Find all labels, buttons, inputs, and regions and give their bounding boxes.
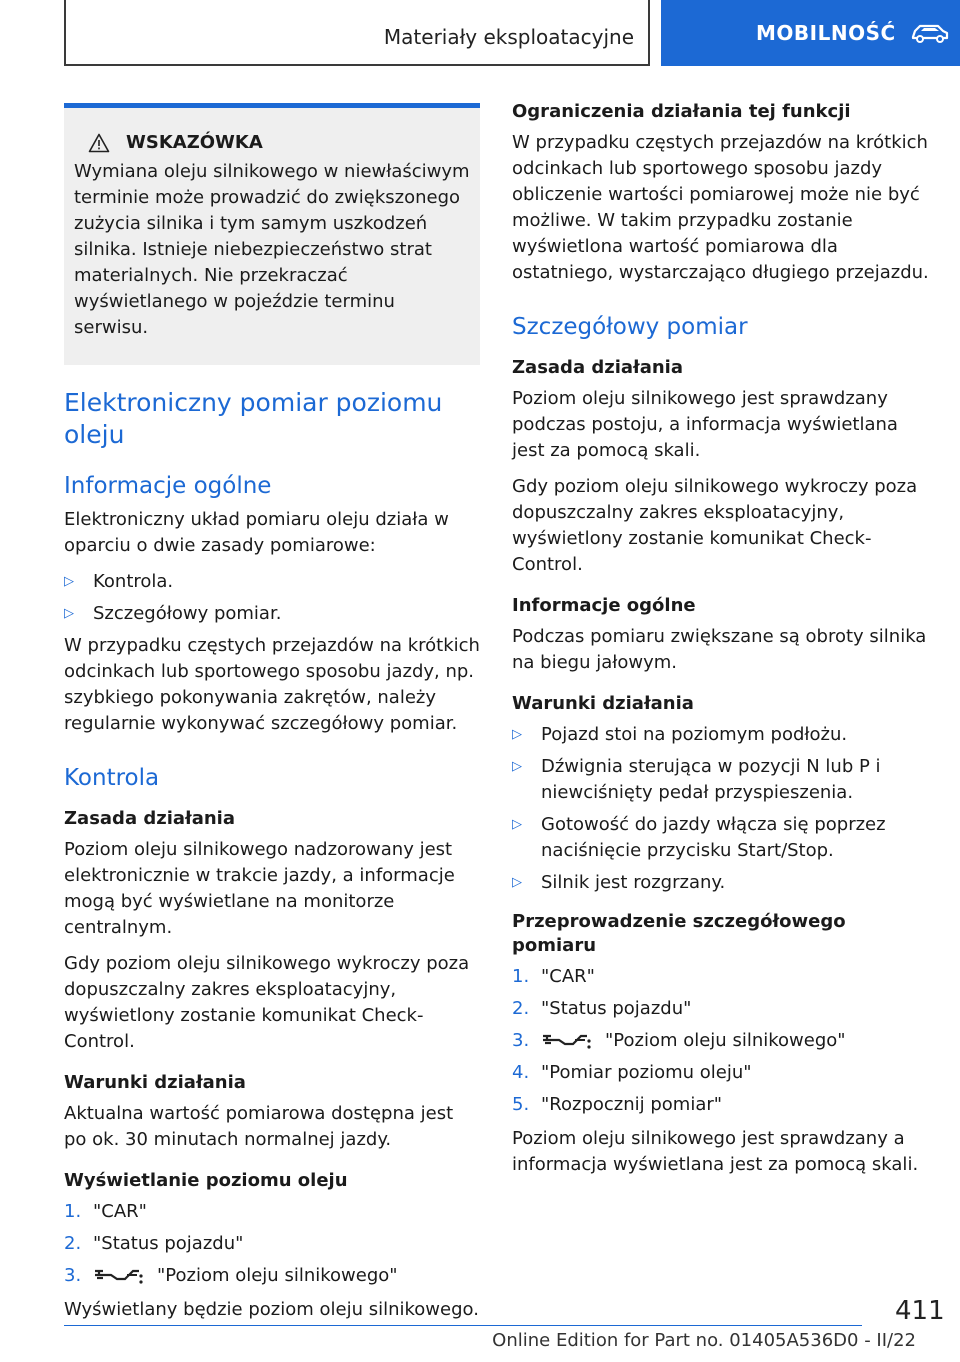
conditions-text: Aktualna wartość pomiarowa dostępna jest po ok. 30 minutach normalnej jazdy.	[64, 1103, 454, 1150]
bullet-triangle-icon: ▷	[64, 574, 74, 589]
warning-triangle-icon	[88, 133, 110, 153]
list-item: ▷ Dźwignia sterująca w pozycji N lub P i niewciśnięty pedał przyspieszenia.	[512, 754, 932, 806]
general-text: Elektroniczny układ pomiaru oleju działa w oparciu o dwie zasady pomiarowe:	[64, 509, 449, 556]
general-note: W przypadku częstych przejazdów na krótkich odcinkach lub sportowego sposobu jazdy, np. szybkiego pokonywania zakrętów, należy regularnie wykonywać szczegółowy pomiar.	[64, 635, 480, 734]
list-item: 1. "CAR"	[512, 966, 595, 987]
principle-text-2: Gdy poziom oleju silnikowego wykroczy poza dopuszczalny zakres eksploatacyjny, wyświetlony zostanie komunikat Check-Control.	[512, 476, 918, 575]
car-icon	[910, 22, 950, 44]
bullet-triangle-icon: ▷	[512, 727, 522, 742]
warning-header	[74, 132, 470, 153]
general-bullets	[64, 569, 480, 627]
oil-dipstick-icon	[541, 1030, 593, 1052]
heading-limits: Ograniczenia działania tej funkcji	[512, 101, 851, 122]
list-item: 3. "Poziom oleju silnikowego"	[512, 1030, 846, 1051]
list-item: 4. "Pomiar poziomu oleju"	[512, 1062, 752, 1083]
principle-text-2: Gdy poziom oleju silnikowego wykroczy poza dopuszczalny zakres eksploatacyjny, wyświetlony zostanie komunikat Check-Control.	[64, 953, 470, 1052]
warning-box	[64, 103, 480, 365]
list-item: ▷ Szczegółowy pomiar.	[64, 601, 480, 627]
list-item: 2. "Status pojazdu"	[64, 1233, 244, 1254]
warning-text: Wymiana oleju silnikowego w niewłaściwym terminie może prowadzić do zwiększonego zużycia silnika i tym samym uszkodzeń silnika. Istnieje niebezpieczeństwo strat materialnych. Nie przekraczać wyświetlanego w pojeździe terminu serwisu.	[74, 161, 470, 338]
list-item: 5. "Rozpocznij pomiar"	[512, 1094, 723, 1115]
conditions-bullets	[512, 722, 932, 896]
bullet-triangle-icon: ▷	[512, 759, 522, 774]
footer-divider	[64, 1325, 862, 1326]
heading-general-info: Informacje ogólne	[512, 595, 696, 616]
list-item: 1. "CAR"	[64, 1201, 147, 1222]
header-section-box	[64, 0, 650, 66]
tab-label: MOBILNOŚĆ	[756, 21, 896, 45]
display-result: Wyświetlany będzie poziom oleju silnikowego.	[64, 1299, 479, 1320]
heading-conditions: Warunki działania	[512, 693, 694, 714]
heading-display-oil-level: Wyświetlanie poziomu oleju	[64, 1170, 348, 1191]
list-item: ▷ Gotowość do jazdy włącza się poprzez naciśnięcie przycisku Start/Stop.	[512, 812, 932, 864]
list-item: 2. "Status pojazdu"	[512, 998, 692, 1019]
heading-principle: Zasada działania	[64, 808, 235, 829]
heading-procedure: Przeprowadzenie szczegółowego pomiaru	[512, 911, 846, 956]
left-column	[64, 103, 480, 1333]
heading-electronic-oil-measurement: Elektroniczny pomiar poziomu oleju	[64, 388, 443, 449]
heading-detailed-measurement: Szczegółowy pomiar	[512, 314, 748, 340]
right-column	[512, 100, 932, 1188]
section-title: Materiały eksploatacyjne	[383, 25, 634, 49]
header-tab-mobilnosc[interactable]	[661, 0, 960, 66]
oil-dipstick-icon	[93, 1265, 145, 1287]
warning-title: WSKAZÓWKA	[126, 132, 263, 153]
principle-text: Poziom oleju silnikowego jest sprawdzany podczas postoju, a informacja wyświetlana jest za pomocą skali.	[512, 388, 898, 461]
principle-text: Poziom oleju silnikowego nadzorowany jest elektronicznie w trakcie jazdy, a informacje mogą być wyświetlane na monitorze centralnym.	[64, 839, 455, 938]
heading-principle: Zasada działania	[512, 357, 683, 378]
heading-conditions: Warunki działania	[64, 1072, 246, 1093]
bullet-triangle-icon: ▷	[64, 606, 74, 621]
general-text: Podczas pomiaru zwiększane są obroty silnika na biegu jałowym.	[512, 626, 927, 673]
list-item: ▷ Silnik jest rozgrzany.	[512, 870, 932, 896]
bullet-triangle-icon: ▷	[512, 817, 522, 832]
display-steps	[64, 1199, 480, 1289]
page-number: 411	[895, 1296, 945, 1326]
limits-text: W przypadku częstych przejazdów na krótkich odcinkach lub sportowego sposobu jazdy obliczenie wartości pomiarowej może nie być możliwe. W takim przypadku zostanie wyświetlona wartość pomiarowa dla ostatniego, wystarczająco długiego przejazdu.	[512, 132, 929, 283]
heading-general-info: Informacje ogólne	[64, 473, 272, 499]
list-item: ▷ Pojazd stoi na poziomym podłożu.	[512, 722, 932, 748]
list-item: 3. "Poziom oleju silnikowego"	[64, 1265, 398, 1286]
procedure-result: Poziom oleju silnikowego jest sprawdzany a informacja wyświetlana jest za pomocą skali.	[512, 1128, 919, 1175]
list-item: ▷ Kontrola.	[64, 569, 480, 595]
footer-edition: Online Edition for Part no. 01405A536D0 - II/22	[492, 1330, 916, 1351]
procedure-steps	[512, 964, 932, 1118]
bullet-triangle-icon: ▷	[512, 875, 522, 890]
heading-kontrola: Kontrola	[64, 765, 160, 791]
